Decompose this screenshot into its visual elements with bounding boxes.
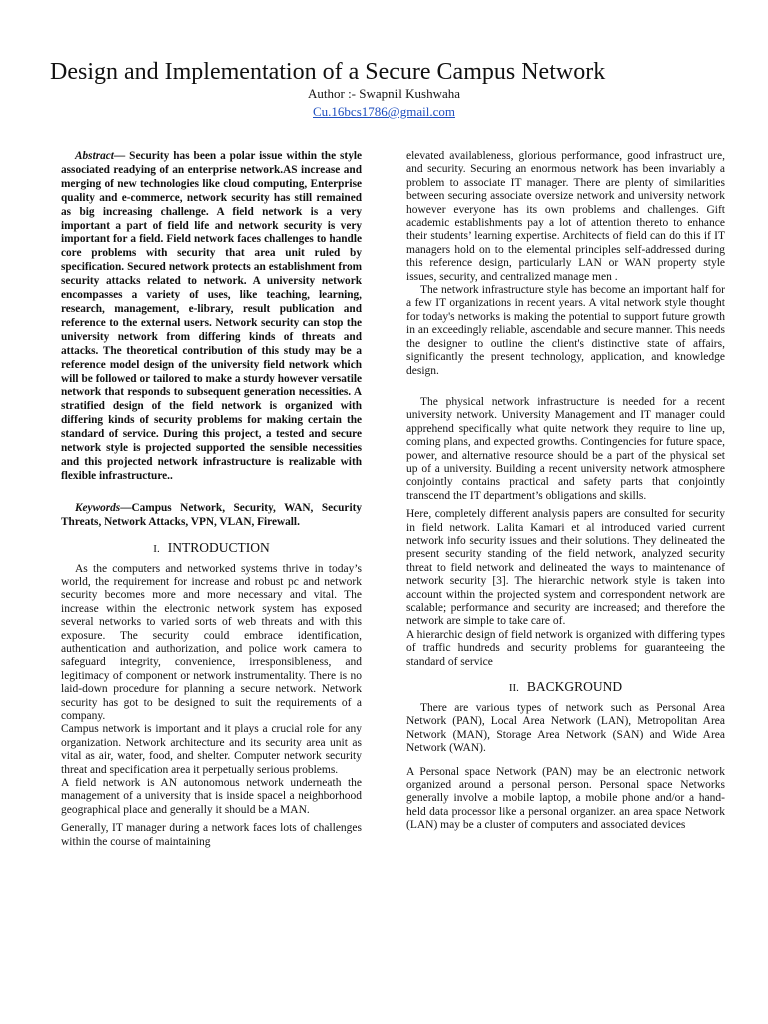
abstract xyxy=(61,150,362,484)
background-paragraph: There are various types of network such as Personal Area Network (PAN), Local Area Network (LAN), Metropolitan Area Network (MAN), Storage Area Network (SAN) and Wide Area Network (WAN). xyxy=(406,702,725,755)
email-link[interactable]: Cu.16bcs1786@gmail.com xyxy=(313,104,455,119)
intro-paragraph: Campus network is important and it plays a crucial role for any organization. Network architecture and its security area unit as vital as air, water, food, and shelter. Computer network security threat and specification area it perpetually serious problems. xyxy=(61,723,362,776)
left-column xyxy=(61,150,362,849)
intro-paragraph: As the computers and networked systems thrive in today’s world, the requirement for increase and robust pc and network security becomes more and more necessary and vital. The increase within the electronic network system has exposed several networks to varied sorts of web threats and with this exposure. The security could embrace identification, authentication and authorization, and police work camera to safeguard integrity, convenience, irresponsibleness, and legitimacy of component or network instrumentality. There is no laid-down procedure for planning a secure network. Network security has got to be designed to suit the requirements of a company. xyxy=(61,562,362,723)
keywords-label: Keywords xyxy=(75,501,121,514)
body-paragraph: A hierarchic design of field network is organized with differing types of traffic hundreds and security problems for guaranteeing the standard of service xyxy=(406,628,725,668)
body-paragraph: The physical network infrastructure is needed for a recent university network. University Management and IT manager could apprehend specifically what quite network they require to line up, coming plans, and expected growths. Contingencies for future space, power, and alternative resource should be a part of the physical set up of a university. Building a recent university network atmosphere conjointly contains practical and safety parts that conjointly transcend the IT department’s obligations and skills. xyxy=(406,395,725,502)
background-paragraph: A Personal space Network (PAN) may be an electronic network organized around a personal person. Personal space Networks generally involve a mobile laptop, a mobile phone and/or a hand-held data processor like a personal organizer. an area space Network (LAN) may be a cluster of computers and associated devices xyxy=(406,765,725,832)
section-number: I. xyxy=(153,542,160,555)
body-paragraph: elevated availableness, glorious performance, good infrastruct ure, and security. Securing an enormous network has been invariably a problem to associate IT manager. There are plenty of similarities between securing associate oversize network and university network however everyone has its own problems and challenges. Gift academic establishments pay a lot of attention thereto to enhance their students’ learning expertise. Architects of field can do this if IT managers hold on to the elemental principles self-addressed during this reference design, particularly LAN or WAN property style issues, security, and centralized manage men . xyxy=(406,150,725,283)
body-paragraph: The network infrastructure style has become an important half for a few IT organizations in recent years. A vital network style thought for today's networks is making the potential to support future growth in an exceedingly reliable, ascendable and secure manner. This needs the designer to outline the client's distinctive state of affairs, significantly the present technology, application, and knowledge design. xyxy=(406,284,725,377)
abstract-label: Abstract xyxy=(75,150,114,162)
body-paragraph: Here, completely different analysis papers are consulted for security in field network. Lalita Kamari et al introduced varied current network info security issues and their solutions. They delineated the present security standing of the field network, analyzed security threat to field network and delineated the ways to maintenance of network security [3]. The hierarchic network style is taken into account within the projected system and correspondent network are scalable; performance and security are increased; and therefore the network are simple to take care of. xyxy=(406,508,725,628)
paper-title: Design and Implementation of a Secure Campus Network xyxy=(50,59,606,85)
intro-paragraph: Generally, IT manager during a network faces lots of challenges within the course of maintaining xyxy=(61,822,362,848)
section-number: II. xyxy=(508,682,519,695)
author-line: Author :- Swapnil Kushwaha xyxy=(307,86,460,101)
right-column xyxy=(406,150,725,833)
section-heading-background xyxy=(406,679,725,696)
section-title: BACKGROUND xyxy=(526,679,623,695)
keywords-text: —Campus Network, Security, WAN, Security Threats, Network Attacks, VPN, VLAN, Firewall. xyxy=(61,501,362,528)
abstract-text: — Security has been a polar issue within the style associated readying of an enterprise network.AS increase and merging of new technologies like cloud computing, Enterprise quality and e-commerce, network security has still remained as big increasing challenge. A field network is a very important a part of field life and network security is very important for a field. Field network faces challenges to handle core problems with security that area unit ruled by specification. Secured network protects an establishment from security attacks related to network. A university network encompasses a variety of uses, like teaching, learning, research, management, e-library, result publication and reference to the external users. Network security can stop the university network from differing kinds of threats and attacks. The theoretical contribution of this study may be a reference model design of the university field network which will be followed or tailored to make a sturdy however versatile network that responds to subsequent generation necessities. A stratified design of the field network is organized with differing kinds of security problems for making certain the standard of service. During this project, a tested and secure network style is projected supported the sensible necessities and this projected network infrastructure is realizable with flexible infrastructure.. xyxy=(61,150,362,482)
section-title: INTRODUCTION xyxy=(167,539,270,555)
section-heading-introduction xyxy=(61,540,362,557)
author-email xyxy=(0,104,768,120)
intro-paragraph: A field network is AN autonomous network underneath the management of a university that is inside spacel a neighborhood geographical place and generally it should be a MAN. xyxy=(61,777,362,816)
keywords xyxy=(61,502,362,530)
